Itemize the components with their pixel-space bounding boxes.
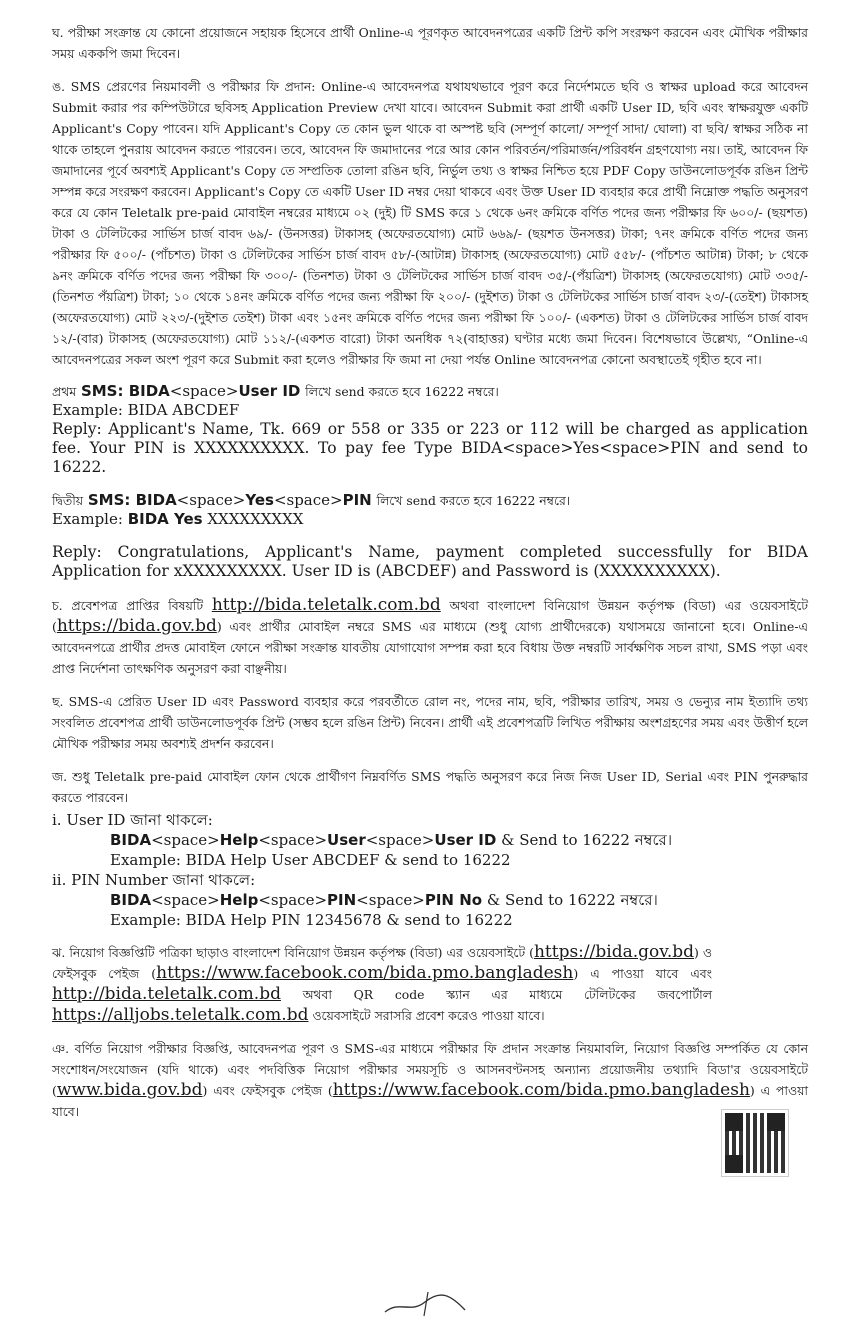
sms1-userid: User ID (238, 382, 301, 400)
nya-text-3: ) এ পাওয়া যাবে। (52, 1083, 809, 1119)
bida-website-link-2[interactable]: https://bida.gov.bd (533, 942, 694, 962)
nya-text-1: ঞ. বর্ণিত নিয়োগ পরীক্ষার বিজ্ঞপ্তি, আবেদনপত্র পূরণ ও SMS-এর মাধ্যমে পরীক্ষার ফি প্রদান সংক্রান্ত নিয়মাবলি, নিয়োগ বিজ্ঞপ্তি সম্পর্কিত যে কোন সংশোধন/সংযোজন (যদি থাকে) এবং পদবিত্তিক নিয়োগ পরীক্ষার সময়সূচি ও আসনবণ্টনসহ অন্যান্য প্রয়োজনীয় তথ্যাদি বিডা'র ওয়েবসাইটে ( (52, 1041, 808, 1098)
paragraph-jha (52, 942, 712, 1026)
sms2-example-prefix: Example: (52, 510, 123, 528)
help2-s2: <space> (258, 891, 328, 909)
paragraph-cha (52, 595, 808, 679)
sms-second-block (52, 491, 808, 581)
help1-s1: <space> (151, 831, 220, 849)
bida-website-link-3[interactable]: www.bida.gov.bd (56, 1080, 203, 1100)
sms-first-block (52, 382, 808, 477)
jha-text-5: ওয়েবসাইটে সরাসরি প্রবেশ করেও পাওয়া যাবে। (312, 1008, 545, 1023)
help1-example: Example: BIDA Help User ABCDEF & send to 16222 (110, 851, 511, 869)
help1-s3: <space> (365, 831, 435, 849)
paragraph-chha: ছ. SMS-এ প্রেরিত User ID এবং Password ব্যবহার করে পরবর্তীতে রোল নং, পদের নাম, ছবি, পরীক্ষার তারিখ, সময় ও ভেন্যুর নাম ইত্যাদি তথ্য সংবলিত প্রবেশপত্র প্রার্থী ডাউনলোডপূর্বক প্রিন্ট (সম্ভব হলে রঙিন প্রিন্ট) নিবেন। প্রার্থী এই প্রবেশপত্রটি লিখিত পরীক্ষায় অংশগ্রহণের সময় এবং উত্তীর্ণ হলে মৌখিক পরীক্ষার সময় অবশ্যই প্রদর্শন করবেন। (52, 694, 808, 751)
help1-tail: & Send to 16222 নম্বরে। (501, 831, 673, 849)
sms2-pin: PIN (342, 491, 372, 509)
signature-icon (380, 1290, 470, 1318)
sms2-reply: Reply: Congratulations, Applicant's Name, payment completed successfully for BIDA Application for xXXXXXXXXX. User ID is (ABCDEF) and Password is (XXXXXXXXXX). (52, 543, 808, 580)
help2-tail: & Send to 16222 নম্বরে। (486, 891, 658, 909)
help2-b3: PIN (327, 891, 357, 909)
help2-s1: <space> (151, 891, 220, 909)
sms2-lead: দ্বিতীয় (52, 493, 84, 508)
sms2-code: SMS: BIDA (87, 491, 177, 509)
sms2-space2: <space> (273, 491, 343, 509)
jha-text-2: ) ও ফেইসবুক পেইজ ( (52, 945, 712, 981)
cha-text-3: ) এবং প্রার্থীর মোবাইল নম্বরে SMS এর মাধ্যমে (শুধু যোগ্য প্রার্থীদেরকে) যথাসময়ে জানানো হবে। Online-এ আবেদনপত্রে প্রার্থীর প্রদত্ত মোবাইল ফোনে পরীক্ষা সংক্রান্ত যাবতীয় যোগাযোগ সম্পন্ন করা হবে বিধায় উক্ত নম্বরটি সার্বক্ষণিক সচল রাখা, SMS পড়া এবং প্রাপ্ত নির্দেশনা তাৎক্ষণিক অনুসরণ করা বাঞ্ছনীয়। (52, 619, 808, 676)
help1-b4: User ID (434, 831, 497, 849)
help-sms-list (52, 810, 808, 930)
sms2-example-rest: XXXXXXXXX (207, 510, 304, 528)
jha-text-3: ) এ পাওয়া যাবে এবং (573, 966, 712, 981)
sms2-yes: Yes (245, 491, 274, 509)
help1-s2: <space> (258, 831, 328, 849)
paragraph-ja: জ. শুধু Teletalk pre-paid মোবাইল ফোন থেকে প্রার্থীগণ নিম্নবর্ণিত SMS পদ্ধতি অনুসরণ করে নিজ নিজ User ID, Serial এবং PIN পুনরুদ্ধার করতে পারবেন। (52, 769, 808, 805)
help2-s3: <space> (356, 891, 425, 909)
sms1-space: <space> (169, 382, 239, 400)
document-page (52, 22, 808, 1134)
help1-b1: BIDA (110, 831, 152, 849)
teletalk-link[interactable]: http://bida.teletalk.com.bd (211, 595, 441, 615)
help2-label: ii. PIN Number জানা থাকলে: (52, 871, 256, 889)
sms2-example-bold: BIDA Yes (127, 510, 203, 528)
cha-text-2: অথবা বাংলাদেশ বিনিয়োগ উন্নয়ন কর্তৃপক্ষ (বিডা) এর ওয়েবসাইটে ( (52, 598, 808, 634)
cha-text-1: চ. প্রবেশপত্র প্রাপ্তির বিষয়টি (52, 598, 204, 613)
facebook-link[interactable]: https://www.facebook.com/bida.pmo.bangladesh (156, 963, 574, 983)
help1-b2: Help (219, 831, 259, 849)
facebook-link-2[interactable]: https://www.facebook.com/bida.pmo.bangladesh (332, 1080, 750, 1100)
help2-b2: Help (219, 891, 259, 909)
bida-website-link[interactable]: https://bida.gov.bd (56, 616, 217, 636)
sms2-tail: লিখে send করতে হবে 16222 নম্বরে। (376, 493, 571, 508)
jha-text-1: ঝ. নিয়োগ বিজ্ঞপ্তিটি পত্রিকা ছাড়াও বাংলাদেশ বিনিয়োগ উন্নয়ন কর্তৃপক্ষ (বিডা) এর ওয়েবসাইটে ( (52, 945, 534, 960)
qr-code-icon[interactable] (722, 1110, 788, 1176)
sms1-code: SMS: BIDA (80, 382, 170, 400)
help2-b1: BIDA (110, 891, 152, 909)
paragraph-gha: ঘ. পরীক্ষা সংক্রান্ত যে কোনো প্রয়োজনে সহায়ক হিসেবে প্রার্থী Online-এ পূরণকৃত আবেদনপত্রের একটি প্রিন্ট কপি সংরক্ষণ করবেন এবং মৌখিক পরীক্ষার সময় এককপি জমা দিবেন। (52, 25, 808, 61)
sms1-tail: লিখে send করতে হবে 16222 নম্বরে। (305, 384, 499, 399)
sms2-space1: <space> (176, 491, 246, 509)
help1-label: i. User ID জানা থাকলে: (52, 811, 213, 829)
help1-b3: User (327, 831, 366, 849)
sms1-example: Example: BIDA ABCDEF (52, 401, 240, 419)
alljobs-link[interactable]: https://alljobs.teletalk.com.bd (52, 1005, 309, 1025)
jha-text-4: অথবা QR code স্ক্যান এর মাধ্যমে টেলিটকের জবপোর্টাল (302, 987, 712, 1002)
sms1-reply: Reply: Applicant's Name, Tk. 669 or 558 or 335 or 223 or 112 will be charged as application fee. Your PIN is XXXXXXXXXX. To pay fee Type BIDA<space>Yes<space>PIN and send to 16222. (52, 420, 808, 476)
paragraph-nya (52, 1038, 808, 1122)
paragraph-sms-rules: ঙ. SMS প্রেরণের নিয়মাবলী ও পরীক্ষার ফি প্রদান: Online-এ আবেদনপত্র যথাযথভাবে পূরণ করে নির্দেশমতে ছবি ও স্বাক্ষর upload করে আবেদন Submit করার পর কম্পিউটারে ছবিসহ Application Preview দেখা যাবে। আবেদন Submit করা প্রার্থী একটি User ID, ছবি এবং স্বাক্ষরযুক্ত একটি Applicant's Copy পাবেন। যদি Applicant's Copy তে কোন ভুল থাকে বা অস্পষ্ট ছবি (সম্পূর্ণ কালো/ সম্পূর্ণ সাদা/ ঘোলা) বা ছবি/ স্বাক্ষর সঠিক না থাকে তাহলে পুনরায় আবেদন করতে পারবেন। তবে, আবেদন ফি জমাদানের পরে আর কোন পরিবর্তন/পরিমার্জন/পরিবর্ধন গ্রহণযোগ্য নয়। তাই, আবেদন ফি জমাদানের পূর্বে অবশ্যই Applicant's Copy তে সম্প্রতিক তোলা রঙিন ছবি, নির্ভুল তথ্য ও স্বাক্ষর নিশ্চিত হয়ে PDF Copy ডাউনলোডপূর্বক রঙিন প্রিন্ট সম্পন্ন করে সংরক্ষণ করবেন। Applicant's Copy তে একটি User ID নম্বর দেয়া থাকবে এবং উক্ত User ID ব্যবহার করে প্রার্থী নিম্নোক্ত পদ্ধতি অনুসরণ করে যে কোন Teletalk pre-paid মোবাইল নম্বরের মাধ্যমে ০২ (দুই) টি SMS করে ১ থেকে ৬নং ক্রমিকে বর্ণিত পদের জন্য পরীক্ষার ফি ৬০০/- (ছয়শত) টাকা ও টেলিটকের সার্ভিস চার্জ বাবদ ৬৯/- (উনসত্তর) টাকাসহ (অফেরতযোগ্য) মোট ৬৬৯/- (ছয়শত উনসত্তর) টাকা; ৭নং ক্রমিকে বর্ণিত পদের জন্য পরীক্ষার ফি ৫০০/- (পাঁচশত) টাকা ও টেলিটকের সার্ভিস চার্জ বাবদ ৫৮/-(আটান্ন) টাকাসহ (অফেরতযোগ্য) মোট ৫৫৮/- (পাঁচশত আটান্ন) টাকা; ৮ থেকে ৯নং ক্রমিকে বর্ণিত পদের জন্য পরীক্ষা ফি ৩০০/- (তিনশত) টাকা ও টেলিটকের সার্ভিস চার্জ বাবদ ৩৫/-(পঁয়ত্রিশ) টাকাসহ (অফেরতযোগ্য) মোট ৩৩৫/-(তিনশত পঁয়ত্রিশ) টাকা; ১০ থেকে ১৪নং ক্রমিকে বর্ণিত পদের জন্য পরীক্ষা ফি ২০০/- (দুইশত) টাকা ও টেলিটকের সার্ভিস চার্জ বাবদ ২৩/-(তেইশ) টাকাসহ (অফেরতযোগ্য) মোট ২২৩/-(দুইশত তেইশ) টাকা এবং ১৫নং ক্রমিকে বর্ণিত পদের জন্য পরীক্ষা ফি ১০০/- (একশত) টাকা ও টেলিটকের সার্ভিস চার্জ বাবদ ১২/-(বার) টাকাসহ (অফেরতযোগ্য) মোট ১১২/-(একশত বারো) টাকা অনধিক ৭২(বাহাত্তর) ঘণ্টার মধ্যে জমা দিবেন। বিশেষভাবে উল্লেখ্য, “Online-এ আবেদনপত্রের সকল অংশ পূরণ করে Submit করা হলেও পরীক্ষার ফি জমা না দেয়া পর্যন্ত Online আবেদনপত্র কোনো অবস্থাতেই গৃহীত হবে না। (52, 79, 808, 367)
teletalk-link-2[interactable]: http://bida.teletalk.com.bd (52, 984, 281, 1004)
help2-b4: PIN No (424, 891, 483, 909)
help2-example: Example: BIDA Help PIN 12345678 & send to 16222 (110, 911, 513, 929)
nya-text-2: ) এবং ফেইসবুক পেইজ ( (202, 1083, 333, 1098)
sms1-lead: প্রথম (52, 384, 77, 399)
